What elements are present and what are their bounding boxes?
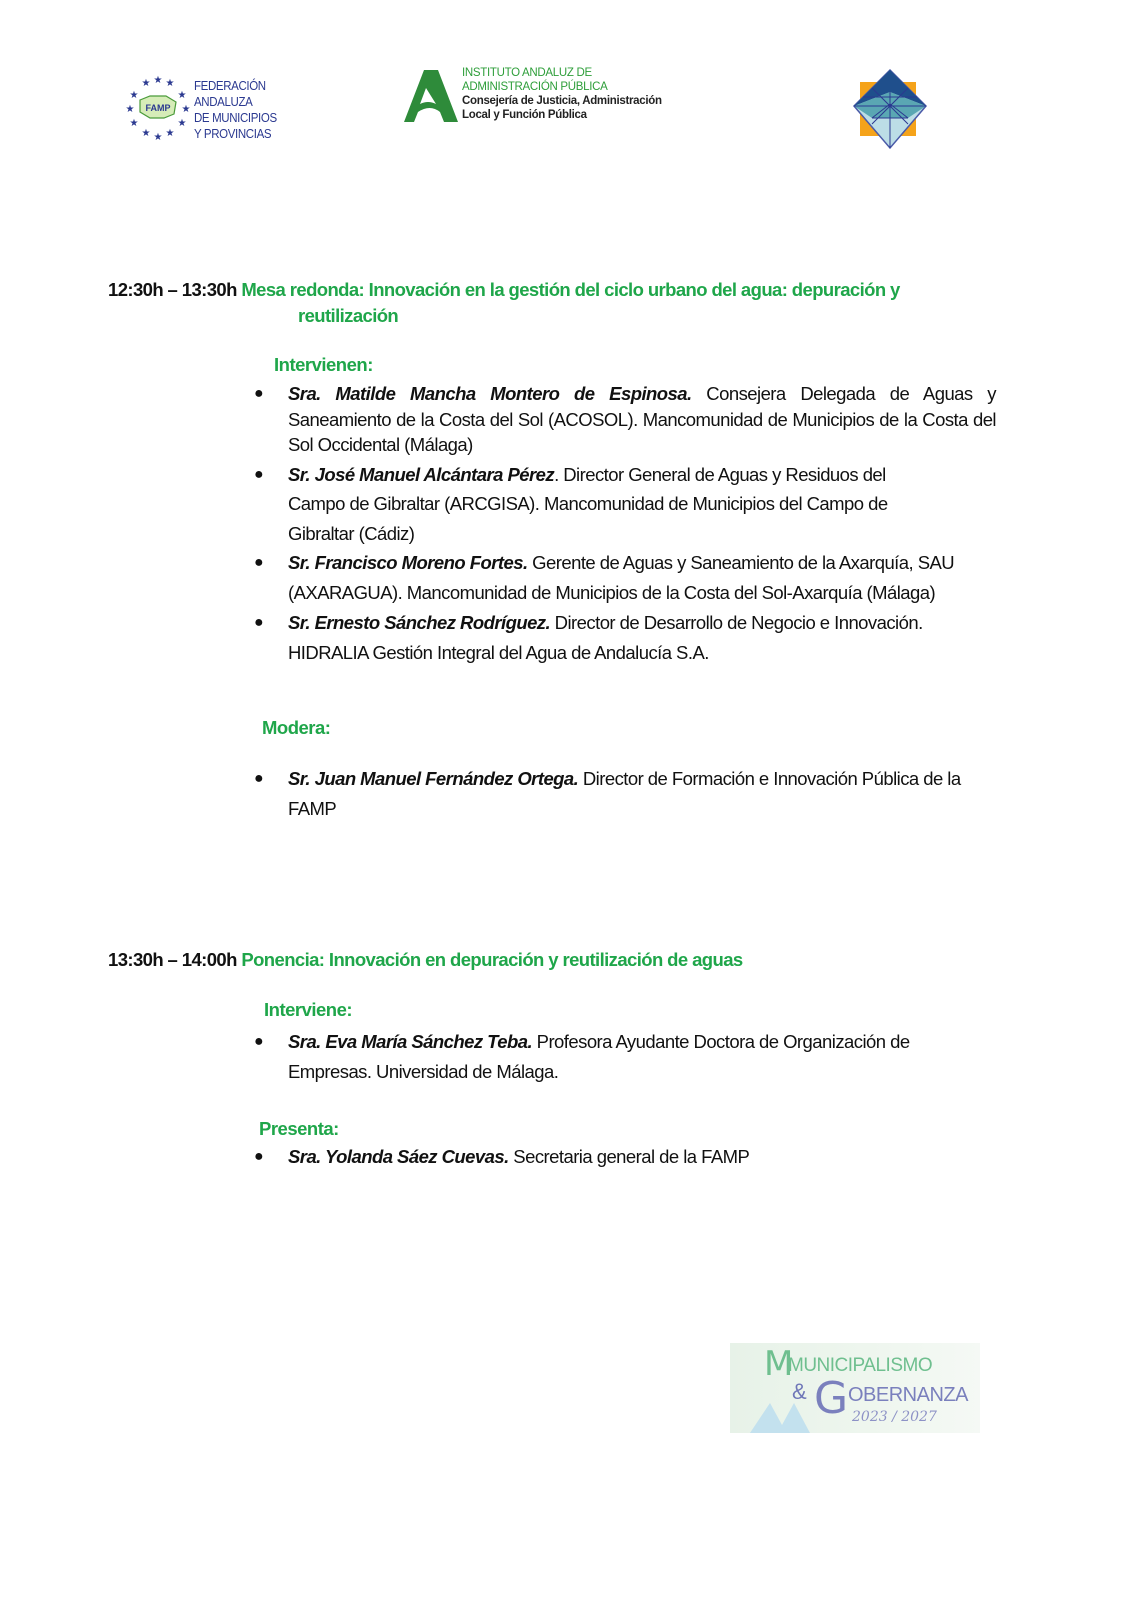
mg-line-1: MUNICIPALISMO	[788, 1355, 933, 1376]
bullet-icon: ●	[254, 465, 264, 483]
iaap-line-2: ADMINISTRACIÓN PÚBLICA	[462, 81, 608, 93]
svg-text:★: ★	[177, 118, 187, 129]
svg-text:★: ★	[165, 78, 175, 89]
session-2-presenter-list	[250, 1144, 996, 1169]
moderator-name: Sr. Juan Manuel Fernández Ortega.	[288, 768, 579, 789]
speaker-description: Director de Desarrollo de Negocio e Innovación. HIDRALIA Gestión Integral del Agua de Andalucía S.A.	[288, 612, 923, 663]
iaap-line-1: INSTITUTO ANDALUZ DE	[462, 67, 592, 79]
iaap-logo-text	[462, 66, 662, 122]
speaker-list-item	[250, 460, 996, 549]
intervienen-label: Intervienen:	[274, 354, 373, 375]
famp-line-4: Y PROVINCIAS	[194, 127, 272, 141]
svg-text:★: ★	[165, 128, 175, 139]
moderator-list-item	[250, 764, 996, 824]
speaker-list-item	[250, 608, 996, 668]
speaker-description: Gerente de Aguas y Saneamiento de la Axarquía, SAU (AXARAGUA). Mancomunidad de Municipios de la Costa del Sol-Axarquía (Málaga)	[288, 552, 955, 603]
speaker-description: Profesora Ayudante Doctora de Organización de Empresas. Universidad de Málaga.	[288, 1031, 910, 1082]
session-1-title-line-2: reutilización	[298, 305, 399, 326]
bullet-icon: ●	[254, 614, 264, 631]
svg-text:★: ★	[141, 78, 151, 89]
bullet-icon: ●	[254, 770, 264, 787]
speaker-name: Sra. Eva María Sánchez Teba.	[288, 1031, 533, 1052]
diamond-lattice-logo	[850, 68, 930, 150]
speaker-name: Sr. Ernesto Sánchez Rodríguez.	[288, 612, 551, 633]
session-1-time: 12:30h – 13:30h	[108, 279, 237, 300]
bullet-icon: ●	[254, 1033, 264, 1050]
iaap-line-3: Consejería de Justicia, Administración	[462, 95, 662, 107]
svg-text:★: ★	[153, 75, 163, 86]
presenta-label: Presenta:	[259, 1118, 339, 1139]
famp-star-emblem-icon	[124, 74, 192, 142]
speaker-description: Consejera Delegada de Aguas y Saneamiento de la Costa del Sol (ACOSOL). Mancomunidad de Municipios de la Costa del Sol Occidental (Málaga)	[288, 383, 996, 455]
session-1-moderator-list	[250, 764, 996, 824]
mg-years: 2023 / 2027	[852, 1409, 937, 1425]
mg-big-m: M	[764, 1344, 794, 1384]
presenter-name: Sra. Yolanda Sáez Cuevas.	[288, 1146, 509, 1167]
junta-andalucia-a-icon	[404, 68, 458, 122]
svg-text:★: ★	[129, 118, 139, 129]
bullet-icon: ●	[254, 1148, 264, 1165]
session-2-title: Ponencia: Innovación en depuración y reutilización de aguas	[241, 949, 743, 970]
session-2-speakers-list	[250, 1027, 996, 1087]
famp-line-2: ANDALUZA	[194, 95, 253, 109]
session-2-heading	[108, 946, 998, 973]
municipalismo-gobernanza-logo-art	[730, 1343, 980, 1433]
session-1-heading-continued	[108, 302, 998, 329]
mg-line-2: OBERNANZA	[848, 1384, 968, 1406]
speaker-name: Sr. José Manuel Alcántara Pérez	[288, 463, 555, 485]
speaker-list-item	[250, 1027, 996, 1087]
session-1-speakers-list	[250, 381, 996, 668]
svg-text:FAMP: FAMP	[145, 103, 171, 113]
session-1-title: Mesa redonda: Innovación en la gestión del ciclo urbano del agua: depuración y	[241, 279, 900, 300]
famp-line-3: DE MUNICIPIOS	[194, 111, 277, 125]
presenter-description: Secretaria general de la FAMP	[508, 1146, 750, 1167]
mg-big-g: G	[814, 1373, 849, 1424]
municipalismo-gobernanza-logo	[730, 1343, 980, 1433]
session-2-time: 13:30h – 14:00h	[108, 949, 237, 970]
presenter-list-item	[250, 1144, 996, 1169]
mg-ampersand: &	[792, 1379, 807, 1404]
interviene-label: Interviene:	[264, 999, 353, 1020]
famp-logo-text	[194, 78, 277, 142]
bullet-icon: ●	[254, 554, 264, 571]
iaap-logo	[404, 66, 694, 126]
iaap-line-4: Local y Función Pública	[462, 109, 587, 121]
svg-text:★: ★	[177, 90, 187, 101]
speaker-list-item	[250, 548, 996, 608]
famp-line-1: FEDERACIÓN	[194, 79, 266, 93]
speaker-name: Sr. Francisco Moreno Fortes.	[288, 552, 528, 573]
modera-label: Modera:	[262, 717, 331, 738]
svg-text:★: ★	[125, 104, 135, 115]
bullet-icon: ●	[254, 385, 264, 402]
speaker-name: Sra. Matilde Mancha Montero de Espinosa.	[288, 383, 692, 404]
session-1-heading	[108, 276, 998, 303]
svg-text:★: ★	[181, 104, 191, 115]
svg-text:★: ★	[141, 128, 151, 139]
svg-text:★: ★	[129, 90, 139, 101]
famp-logo	[124, 74, 294, 146]
speaker-list-item	[250, 381, 996, 458]
diamond-lattice-icon	[850, 68, 930, 150]
speaker-description: . Director General de Aguas y Residuos del Campo de Gibraltar (ARCGISA). Mancomunidad de Municipios del Campo de Gibraltar (Cádiz)	[288, 463, 888, 544]
star-decoration-icon	[750, 1403, 810, 1433]
svg-text:★: ★	[153, 132, 163, 142]
moderator-description: Director de Formación e Innovación Pública de la FAMP	[288, 768, 961, 819]
